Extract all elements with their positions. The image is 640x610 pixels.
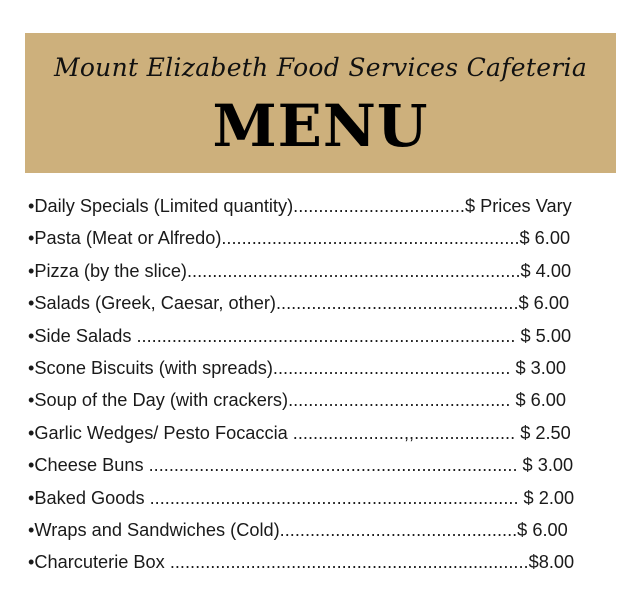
menu-item-soup-of-the-day [28, 384, 608, 416]
menu-item-text: •Soup of the Day (with crackers)............................................ $ 6.00 [28, 390, 567, 411]
menu-item-pizza [28, 255, 608, 287]
menu-item-scone-biscuits [28, 352, 608, 384]
menu-item-cheese-buns [28, 449, 608, 481]
menu-item-salads [28, 287, 608, 319]
menu-item-garlic-wedges [28, 417, 608, 449]
menu-list [28, 190, 608, 579]
menu-item-text: •Daily Specials (Limited quantity)..................................$ Prices Vary [28, 196, 572, 216]
menu-item-text: •Garlic Wedges/ Pesto Focaccia ......................,,.................... $ 2.50 [28, 422, 571, 443]
menu-item-text: •Pasta (Meat or Alfredo)...........................................................$ 6.00 [28, 228, 571, 249]
menu-header-banner [25, 33, 616, 173]
menu-title: MENU [212, 92, 429, 160]
menu-item-text: •Wraps and Sandwiches (Cold)...............................................$ 6.00 [28, 519, 568, 540]
menu-item-daily-specials [28, 190, 608, 222]
menu-item-text: •Charcuterie Box .......................................................................$8.00 [28, 552, 575, 573]
menu-item-text: •Scone Biscuits (with spreads)............................................... $ 3.00 [28, 357, 567, 378]
cafeteria-name: Mount Elizabeth Food Services Cafeteria [53, 53, 588, 82]
menu-item-text: •Cheese Buns ......................................................................... $ 3.00 [28, 455, 574, 476]
menu-item-text: •Pizza (by the slice)..................................................................$ 4.00 [28, 260, 572, 281]
menu-item-wraps-sandwiches [28, 514, 608, 546]
menu-item-pasta [28, 222, 608, 254]
menu-item-text: •Side Salads ........................................................................... $ 5.00 [28, 325, 572, 346]
menu-item-charcuterie-box [28, 546, 608, 578]
menu-item-baked-goods [28, 482, 608, 514]
menu-item-text: •Salads (Greek, Caesar, other)................................................$ 6.00 [28, 293, 570, 314]
menu-item-side-salads [28, 320, 608, 352]
menu-item-text: •Baked Goods ......................................................................... $ 2.00 [28, 487, 575, 508]
